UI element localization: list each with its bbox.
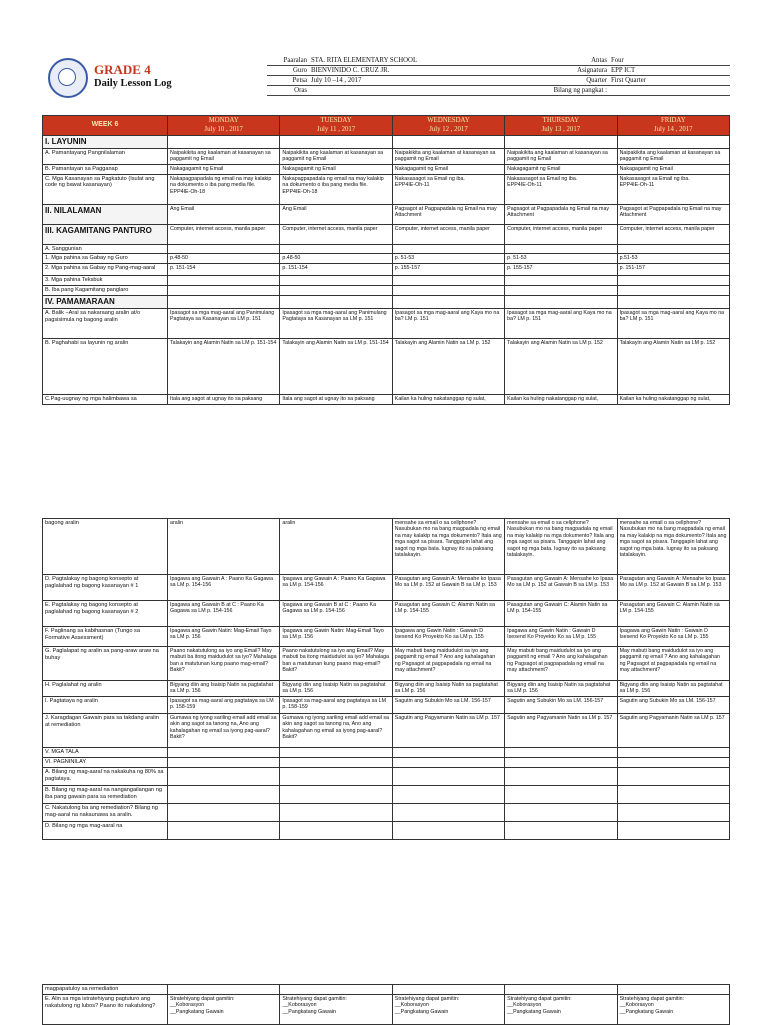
lesson-cell: Nakapagpapadala ng email na may kalakip na dokumento o iba pang media file. EPP4IE-Oh-18 xyxy=(280,174,392,204)
lesson-cell xyxy=(280,785,392,803)
lesson-cell xyxy=(392,985,504,995)
row-label: E. Pagtalakay ng bagong konsepto at paglalahad ng bagong kasanayan # 2 xyxy=(43,601,168,627)
lesson-cell xyxy=(280,803,392,821)
row-label: G. Paglalapat ng aralin sa pang-araw araw na buhay xyxy=(43,647,168,681)
lesson-cell: Sagutin ang Pagyamanin Natin sa LM p. 157 xyxy=(392,713,504,747)
row-label: B. Iba pang Kagamitang panglaro xyxy=(43,286,168,296)
oras-value xyxy=(309,86,499,96)
bilang-value xyxy=(609,86,730,96)
lesson-cell xyxy=(280,244,392,254)
lesson-cell xyxy=(280,136,392,149)
lesson-cell xyxy=(168,276,280,286)
lesson-cell xyxy=(617,286,729,296)
row-label: magpapatuloy sa remediation xyxy=(43,985,168,995)
lesson-cell: Ang Email xyxy=(280,204,392,224)
lesson-cell: Stratehiyang dapat gamitin: __Koborasyon __Pangkatang Gawain xyxy=(392,994,504,1024)
lesson-cell: p.48-50 xyxy=(280,254,392,264)
lesson-cell: aralin xyxy=(168,519,280,575)
paaralan-label: Paaralan xyxy=(267,56,309,66)
lesson-cell: mensahe sa email o sa cellphone? Nasubukan mo na bang magpadala ng email na may kalakip na mga dokumento? Itala ang mga sagot sa pisara. Tanggapin lahat ang sagot ng mga bata. Iugnay ito sa paksang tatalakayin. xyxy=(617,519,729,575)
lesson-cell: Stratehiyang dapat gamitin: __Koborasyon __Pangkatang Gawain xyxy=(280,994,392,1024)
lesson-cell: Kailan ka huling nakatanggap ng sulat, xyxy=(392,394,504,404)
lesson-cell: Kailan ka huling nakatanggap ng sulat, xyxy=(505,394,617,404)
lesson-cell xyxy=(505,136,617,149)
lesson-cell: Nakapagpapadala ng email na may kalakip na dokumento o iba pang media file. EPP4IE-Oh-18 xyxy=(168,174,280,204)
lesson-cell xyxy=(505,785,617,803)
lesson-cell xyxy=(617,296,729,309)
table-row xyxy=(43,519,730,575)
lesson-cell: Pasagutan ang Gawain C: Alamin Natin sa LM p. 154-155 xyxy=(392,601,504,627)
day-header-tuesday: TUESDAY July 11 , 2017 xyxy=(280,116,392,136)
lesson-cell: Pagsagot at Pagpapadala ng Email na may Attachment xyxy=(392,204,504,224)
lesson-cell: May mabuti bang maidudulot sa iyo ang paggamit ng email ? Ano ang kahalagahan ng Pagsagot at pagpapadala ng email na may attachment? xyxy=(392,647,504,681)
row-label: B. Paghahabi sa layunin ng aralin xyxy=(43,338,168,394)
row-label: bagong aralin xyxy=(43,519,168,575)
lesson-cell: Ipasagot sa mag-aaral ang pagtataya sa LM p. 158-159 xyxy=(280,696,392,713)
lesson-cell: Ipagawa ang Gawain A : Paano Ka Gagawa sa LM p. 154-156 xyxy=(168,575,280,601)
antas-value: Four xyxy=(609,56,730,66)
table-row xyxy=(43,204,730,224)
lesson-cell: p. 151-157 xyxy=(617,264,729,276)
lesson-cell: Ipasagot sa mga mag-aaral ang Kaya mo na ba? LM p. 151 xyxy=(617,308,729,338)
row-label: 3. Mga pahina Teksbuk xyxy=(43,276,168,286)
lesson-cell: Stratehiyang dapat gamitin: __Koborasyon __Pangkatang Gawain xyxy=(505,994,617,1024)
lesson-cell: Ipagawa ang Gawin Natin: Mag-Email Tayo sa LM p. 156 xyxy=(168,627,280,647)
lesson-cell xyxy=(280,276,392,286)
log-title: Daily Lesson Log xyxy=(94,78,172,89)
row-label: A. Balik –Aral sa nakaraang aralin at/o pagsisimula ng bagong aralin xyxy=(43,308,168,338)
lesson-cell xyxy=(280,767,392,785)
lesson-cell xyxy=(392,803,504,821)
lesson-cell: Stratehiyang dapat gamitin: __Koborasyon __Pangkatang Gawain xyxy=(617,994,729,1024)
lesson-cell: Paano nakatutulong sa iyo ang Email? May mabuti ba itong maidudulot sa iyo? Mahalaga ban a matutunan kung paano mag-email? Bakit? xyxy=(168,647,280,681)
table-row xyxy=(43,308,730,338)
lesson-cell: Ipagawa ang Gawin Natin: Mag-Email Tayo sa LM p. 156 xyxy=(280,627,392,647)
paaralan-value: STA. RITA ELEMENTARY SCHOOL xyxy=(309,56,499,66)
lesson-cell xyxy=(280,985,392,995)
row-label: 1. Mga pahina sa Gabay ng Guro xyxy=(43,254,168,264)
lesson-cell: Talakayin ang Alamin Natin sa LM p. 152 xyxy=(505,338,617,394)
week-header: WEEK 6 xyxy=(43,116,168,136)
lesson-cell: Ipasagot sa mga mag-aaral ang Panimulang Pagtataya sa Kasanayan sa LM p. 151 xyxy=(168,308,280,338)
lesson-cell: Pasagutan ang Gawain C: Alamin Natin sa LM p. 154-155 xyxy=(617,601,729,627)
table-row xyxy=(43,244,730,254)
lesson-cell: Sagutin ang Subukin Mo sa LM. 156-157 xyxy=(392,696,504,713)
lesson-cell xyxy=(505,747,617,757)
lesson-cell: Pagsagot at Pagpapadala ng Email na may Attachment xyxy=(617,204,729,224)
lesson-cell: Ipasagot sa mga mag-aaral ang Kaya mo na ba? LM p. 151 xyxy=(392,308,504,338)
lesson-cell xyxy=(505,296,617,309)
lesson-cell xyxy=(392,821,504,839)
row-label: A. Sanggunian xyxy=(43,244,168,254)
lesson-cell: p. 51-53 xyxy=(392,254,504,264)
lesson-cell xyxy=(392,296,504,309)
lesson-cell xyxy=(617,785,729,803)
lesson-cell xyxy=(505,985,617,995)
lesson-cell: Computer, internet access, manila paper xyxy=(168,224,280,244)
lesson-cell: Nakagagamit ng Email xyxy=(280,164,392,174)
lesson-cell xyxy=(280,757,392,767)
lesson-cell: Pasagutan ang Gawain A: Mensahe ko Ipasa Mo sa LM p. 152 at Gawain B sa LM p. 153 xyxy=(392,575,504,601)
lesson-cell: Nakasasagot sa Email ng iba. EPP4IE-Oh-11 xyxy=(617,174,729,204)
table-row xyxy=(43,757,730,767)
lesson-cell xyxy=(168,136,280,149)
table-row xyxy=(43,148,730,164)
table-row xyxy=(43,136,730,149)
bilang-label: Bilang ng pangkat : xyxy=(499,86,609,96)
row-label: C. Mga Kasanayan sa Pagkatuto (Isulat ang code ng bawat kasanayan) xyxy=(43,174,168,204)
table-row xyxy=(43,224,730,244)
lesson-cell: Pasagutan ang Gawain C: Alamin Natin sa LM p. 154-155 xyxy=(505,601,617,627)
table-row xyxy=(43,627,730,647)
table-row xyxy=(43,394,730,404)
lesson-cell: Sagutin ang Pagyamanin Natin sa LM p. 157 xyxy=(505,713,617,747)
lesson-cell xyxy=(617,767,729,785)
lesson-cell: Sagutin ang Subukin Mo sa LM. 156-157 xyxy=(505,696,617,713)
lesson-cell: Ipagawa ang Gawain B at C : Paano Ka Gagawa sa LM p. 154-156 xyxy=(168,601,280,627)
lesson-cell: Ipagawa ang Gawin Natin : Gawain D Isesend Ko Proyekto Ko sa LM p. 155 xyxy=(617,627,729,647)
lesson-cell: p. 51-53 xyxy=(505,254,617,264)
lesson-cell: Itala ang sagot at ugnay ito sa paksang xyxy=(168,394,280,404)
row-label: A. Bilang ng mag-aaral na nakakuha ng 80% sa pagtataya. xyxy=(43,767,168,785)
table-row xyxy=(43,713,730,747)
lesson-cell: Bigyang diin ang Isaisip Natin sa pagtatahat sa LM p. 156 xyxy=(168,681,280,697)
lesson-cell xyxy=(617,244,729,254)
lesson-cell: Nakagagamit ng Email xyxy=(617,164,729,174)
lesson-cell: Computer, internet access, manila paper xyxy=(617,224,729,244)
lesson-cell xyxy=(392,757,504,767)
lesson-cell: p.48-50 xyxy=(168,254,280,264)
lesson-cell: Gumawa ng iyong sariling email add email sa akin ang sagot sa tanong na, Ano ang kahalagahan ng email sa iyong pag-aaral? Bakit? xyxy=(168,713,280,747)
markahan-label: Quarter xyxy=(499,76,609,86)
table-row xyxy=(43,985,730,995)
lesson-cell: Ipagawa ang Gawain A : Paano Ka Gagawa sa LM p. 154-156 xyxy=(280,575,392,601)
lesson-cell: Nakagagamit ng Email xyxy=(168,164,280,174)
table-row xyxy=(43,601,730,627)
lesson-cell xyxy=(168,821,280,839)
lesson-cell: May mabuti bang maidudulot sa iyo ang paggamit ng email ? Ano ang kahalagahan ng Pagsagot at pagpapadala ng email na may attachment? xyxy=(617,647,729,681)
lesson-cell xyxy=(505,276,617,286)
lesson-cell: Pasagutan ang Gawain A: Mensahe ko Ipasa Mo sa LM p. 152 at Gawain B sa LM p. 153 xyxy=(505,575,617,601)
lesson-cell xyxy=(168,767,280,785)
lesson-cell xyxy=(392,136,504,149)
lesson-cell: Nakagagamit ng Email xyxy=(505,164,617,174)
lesson-table-bottom xyxy=(42,518,730,840)
table-row xyxy=(43,747,730,757)
day-header-monday: MONDAY July 10 , 2017 xyxy=(168,116,280,136)
lesson-cell: Computer, internet access, manila paper xyxy=(392,224,504,244)
lesson-cell xyxy=(392,244,504,254)
lesson-cell: Gumawa ng iyong sariling email add email sa akin ang sagot sa tanong na, Ano ang kahalagahan ng email sa iyong pag-aaral? Bakit? xyxy=(280,713,392,747)
lesson-cell: Bigyang diin ang Isaisip Natin sa pagtatahat sa LM p. 156 xyxy=(392,681,504,697)
document-header xyxy=(42,54,730,99)
row-label: IV. PAMAMARAAN xyxy=(43,296,168,309)
lesson-cell xyxy=(168,244,280,254)
lesson-cell xyxy=(505,803,617,821)
lesson-cell xyxy=(280,747,392,757)
table-row xyxy=(43,264,730,276)
lesson-cell xyxy=(392,276,504,286)
table-row xyxy=(43,296,730,309)
lesson-cell xyxy=(392,747,504,757)
row-label: III. KAGAMITANG PANTURO xyxy=(43,224,168,244)
lesson-cell: Nakasasagot sa Email ng iba. EPP4IE-Oh-11 xyxy=(505,174,617,204)
lesson-cell xyxy=(617,136,729,149)
row-label: E. Alin sa mga istratehiyang pagtuturo ang nakatulong ng lubos? Paano ito nakatulong? xyxy=(43,994,168,1024)
lesson-cell: p.51-53 xyxy=(617,254,729,264)
lesson-cell xyxy=(168,985,280,995)
table-row xyxy=(43,681,730,697)
lesson-cell xyxy=(280,821,392,839)
petsa-value: July 10 –14 , 2017 xyxy=(309,76,499,86)
lesson-cell: Ipagawa ang Gawin Natin : Gawain D Isesend Ko Proyekto Ko sa LM p. 155 xyxy=(392,627,504,647)
row-label: H. Paglalahat ng aralin xyxy=(43,681,168,697)
lesson-cell: Pagsagot at Pagpapadala ng Email na may Attachment xyxy=(505,204,617,224)
lesson-cell: Sagutin ang Subukin Mo sa LM. 156-157 xyxy=(617,696,729,713)
petsa-label: Petsa xyxy=(267,76,309,86)
table-row xyxy=(43,994,730,1024)
lesson-cell: Pasagutan ang Gawain A: Mensahe ko Ipasa Mo sa LM p. 152 at Gawain B sa LM p. 153 xyxy=(617,575,729,601)
lesson-cell xyxy=(168,286,280,296)
row-label: B. Bilang ng mag-aaral na nangangailangan ng iba pang gawain para sa remediation xyxy=(43,785,168,803)
lesson-cell: Ang Email xyxy=(168,204,280,224)
day-header-thursday: THURSDAY July 13 , 2017 xyxy=(505,116,617,136)
table-row xyxy=(43,785,730,803)
table-row xyxy=(43,338,730,394)
lesson-cell: Ipagawa ang Gawin Natin : Gawain D Isesend Ko Proyekto Ko sa LM p. 155 xyxy=(505,627,617,647)
lesson-cell xyxy=(505,821,617,839)
lesson-cell: p. 151-154 xyxy=(280,264,392,276)
lesson-cell xyxy=(617,757,729,767)
lesson-cell xyxy=(168,757,280,767)
guro-value: BIENVINIDO C. CRUZ JR. xyxy=(309,66,499,76)
row-label: VI. PAGNINILAY xyxy=(43,757,168,767)
day-header-wednesday: WEDNESDAY July 12 , 2017 xyxy=(392,116,504,136)
lesson-cell xyxy=(617,985,729,995)
row-label: C.Pag-uugnay ng mga halimbawa sa xyxy=(43,394,168,404)
lesson-cell: mensahe sa email o sa cellphone? Nasubukan mo na bang magpadala ng email na may kalakip na mga dokumento? Itala ang mga sagot sa pisara. Tanggapin lahat ang sagot ng mga bata. Iugnay ito sa paksang tatalakayin. xyxy=(392,519,504,575)
row-label: II. NILALAMAN xyxy=(43,204,168,224)
row-label: F. Paglinang sa kabihasnan (Tungo sa Formative Assessment) xyxy=(43,627,168,647)
lesson-cell: p. 155-157 xyxy=(505,264,617,276)
lesson-cell xyxy=(392,785,504,803)
table-row xyxy=(43,767,730,785)
lesson-cell: Bigyang diin ang Isaisip Natin sa pagtatahat sa LM p. 156 xyxy=(617,681,729,697)
row-label: I. Pagtataya ng aralin xyxy=(43,696,168,713)
lesson-cell: Kailan ka huling nakatanggap ng sulat, xyxy=(617,394,729,404)
row-label: B. Pamantayan sa Pagganap xyxy=(43,164,168,174)
lesson-cell: Talakayin ang Alamin Natin sa LM p. 151-154 xyxy=(168,338,280,394)
row-label: D. Pagtalakay ng bagong konsepto at paglalahad ng bagong kasanayan # 1 xyxy=(43,575,168,601)
antas-label: Antas xyxy=(499,56,609,66)
asignatura-value: EPP ICT xyxy=(609,66,730,76)
table-row xyxy=(43,174,730,204)
lesson-cell xyxy=(392,286,504,296)
asignatura-label: Asignatura xyxy=(499,66,609,76)
table-row xyxy=(43,821,730,839)
lesson-cell xyxy=(505,286,617,296)
lesson-cell: p. 151-154 xyxy=(168,264,280,276)
markahan-value: First Quarter xyxy=(609,76,730,86)
lesson-cell: Itala ang sagot at ugnay ito sa paksang xyxy=(280,394,392,404)
table-row xyxy=(43,647,730,681)
lesson-cell: May mabuti bang maidudulot sa iyo ang paggamit ng email ? Ano ang kahalagahan ng Pagsagot at pagpapadala ng email na may attachment? xyxy=(505,647,617,681)
lesson-table-top xyxy=(42,115,730,405)
lesson-cell: aralin xyxy=(280,519,392,575)
lesson-cell: Nakagagamit ng Email xyxy=(392,164,504,174)
lesson-cell: Bigyang diin ang Isaisip Natin sa pagtatahat sa LM p. 156 xyxy=(280,681,392,697)
row-label: V. MGA TALA xyxy=(43,747,168,757)
lesson-cell: Stratehiyang dapat gamitin: __Koborasyon __Pangkatang Gawain xyxy=(168,994,280,1024)
lesson-cell: Ipagawa ang Gawain B at C : Paano Ka Gagawa sa LM p. 154-156 xyxy=(280,601,392,627)
lesson-cell: Paano nakatutulong sa iyo ang Email? May mabuti ba itong maidudulot sa iyo? Mahalaga ban a matutunan kung paano mag-email? Bakit? xyxy=(280,647,392,681)
lesson-cell xyxy=(617,747,729,757)
table-row xyxy=(43,575,730,601)
lesson-cell xyxy=(505,757,617,767)
table-row xyxy=(43,286,730,296)
lesson-cell: Bigyang diin ang Isaisip Natin sa pagtatahat sa LM p. 156 xyxy=(505,681,617,697)
row-label: I. LAYUNIN xyxy=(43,136,168,149)
lesson-cell xyxy=(168,747,280,757)
table-row xyxy=(43,803,730,821)
lesson-cell xyxy=(505,767,617,785)
table-row xyxy=(43,276,730,286)
guro-label: Guro xyxy=(267,66,309,76)
table-row xyxy=(43,164,730,174)
grade-title: GRADE 4 xyxy=(94,62,151,77)
table-row xyxy=(43,696,730,713)
lesson-cell: Naipakikita ang kaalaman at kasanayan sa paggamit ng Email xyxy=(280,148,392,164)
lesson-cell xyxy=(168,803,280,821)
lesson-cell xyxy=(168,296,280,309)
lesson-cell: Naipakikita ang kaalaman at kasanayan sa paggamit ng Email xyxy=(168,148,280,164)
lesson-cell: Ipasagot sa mga mag-aaral ang Kaya mo na ba? LM p. 151 xyxy=(505,308,617,338)
row-label: C. Nakatulong ba ang remediation? Bilang ng mag-aaral na nakaunawa sa aralin. xyxy=(43,803,168,821)
oras-label: Oras xyxy=(267,86,309,96)
row-label: 2. Mga pahina sa Gabay ng Pang-mag-aaral xyxy=(43,264,168,276)
lesson-cell: Ipasagot sa mga mag-aaral ang Panimulang Pagtataya sa Kasanayan sa LM p. 151 xyxy=(280,308,392,338)
row-label: A. Pamantayang Pangnilalaman xyxy=(43,148,168,164)
lesson-table-foot xyxy=(42,984,730,1025)
lesson-cell: Talakayin ang Alamin Natin sa LM p. 151-154 xyxy=(280,338,392,394)
row-label: D. Bilang ng mga mag-aaral na xyxy=(43,821,168,839)
lesson-cell: Naipakikita ang kaalaman at kasanayan sa paggamit ng Email xyxy=(392,148,504,164)
lesson-cell: Talakayin ang Alamin Natin sa LM p. 152 xyxy=(392,338,504,394)
lesson-cell: Talakayin ang Alamin Natin sa LM p. 152 xyxy=(617,338,729,394)
lesson-cell: Ipasagot sa mag-aaral ang pagtataya sa LM p. 158-159 xyxy=(168,696,280,713)
lesson-cell xyxy=(280,286,392,296)
day-header-friday: FRIDAY July 14 , 2017 xyxy=(617,116,729,136)
lesson-cell xyxy=(617,821,729,839)
table-row xyxy=(43,254,730,264)
lesson-cell xyxy=(617,276,729,286)
lesson-cell: Naipakikita ang kaalaman at kasanayan sa paggamit ng Email xyxy=(617,148,729,164)
lesson-cell xyxy=(168,785,280,803)
lesson-cell: Computer, internet access, manila paper xyxy=(280,224,392,244)
school-info-table xyxy=(267,56,730,96)
lesson-cell xyxy=(505,244,617,254)
deped-seal-icon xyxy=(48,58,88,98)
lesson-cell: mensahe sa email o sa cellphone? Nasubukan mo na bang magpadala ng email na may kalakip na mga dokumento? Itala ang mga sagot sa pisara. Tanggapin lahat ang sagot ng mga bata. Iugnay ito sa paksang tatalakayin. xyxy=(505,519,617,575)
lesson-cell xyxy=(617,803,729,821)
row-label: J. Karagdagan Gawain para sa takdang aralin at remediation xyxy=(43,713,168,747)
lesson-cell: Sagutin ang Pagyamanin Natin sa LM p. 157 xyxy=(617,713,729,747)
lesson-cell xyxy=(280,296,392,309)
lesson-cell xyxy=(392,767,504,785)
lesson-cell: Nakasasagot sa Email ng iba. EPP4IE-Oh-11 xyxy=(392,174,504,204)
lesson-cell: Naipakikita ang kaalaman at kasanayan sa paggamit ng Email xyxy=(505,148,617,164)
lesson-cell: Computer, internet access, manila paper xyxy=(505,224,617,244)
lesson-cell: p. 155-157 xyxy=(392,264,504,276)
